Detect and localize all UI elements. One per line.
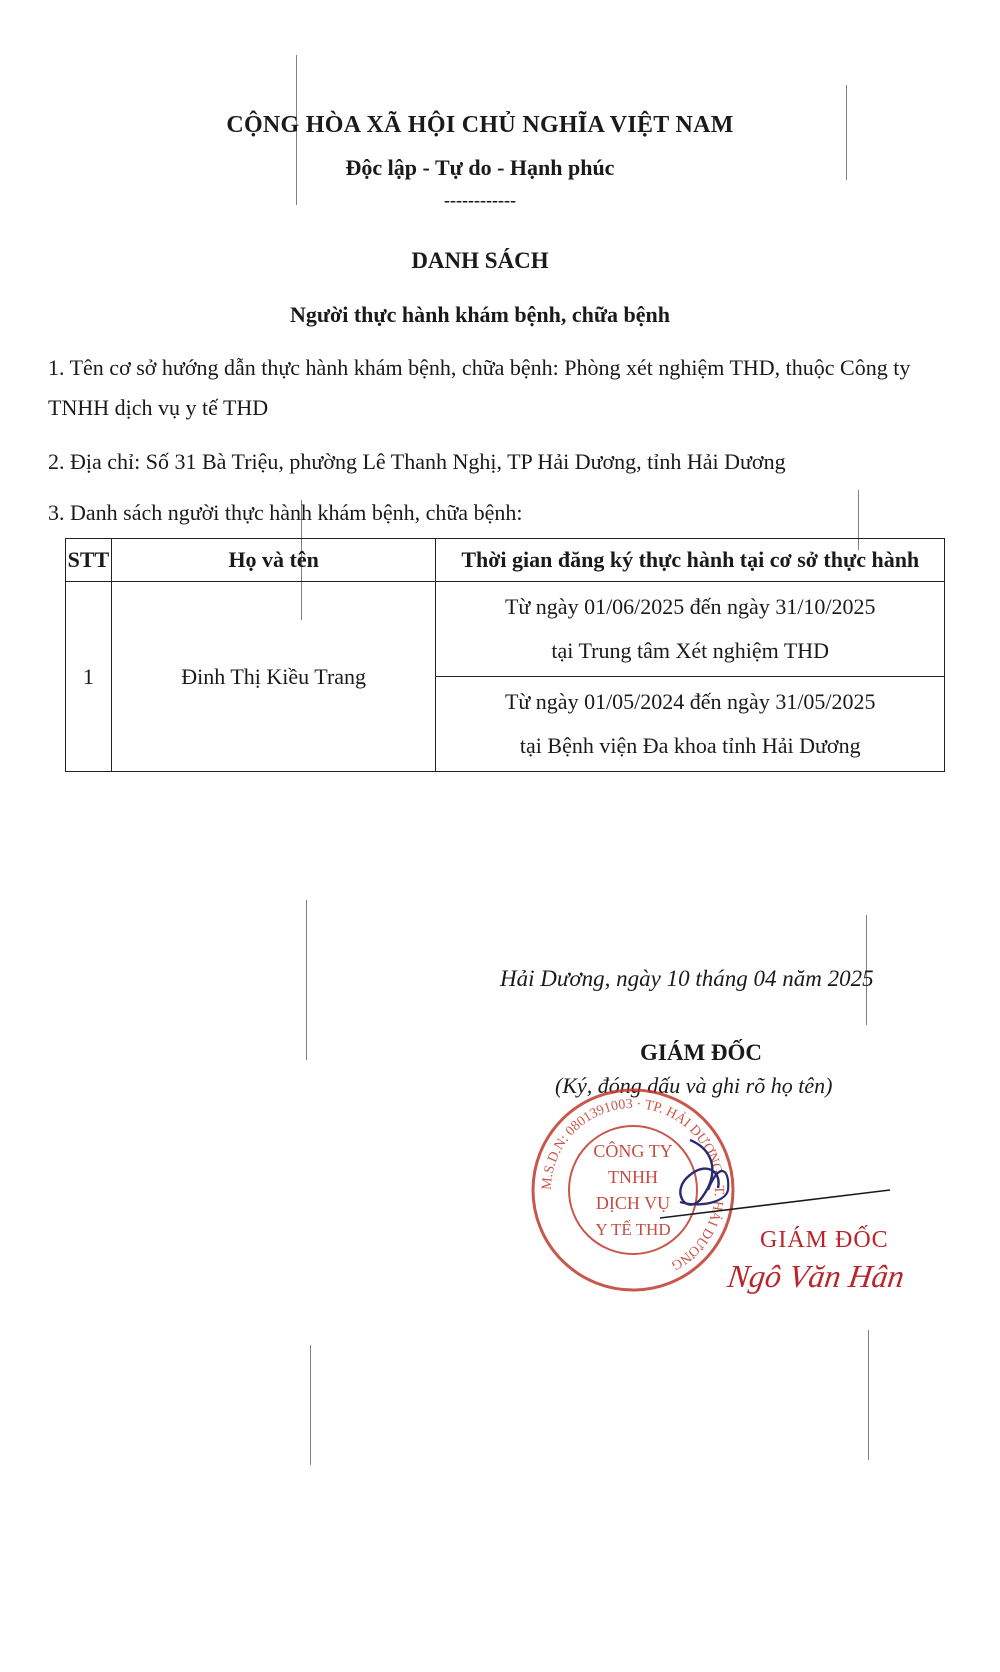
header-stt: STT [66,539,112,582]
handwritten-signature [660,1130,960,1220]
cell-period [436,582,945,677]
stamp-line-2: TNHH [608,1167,658,1187]
stamp-ring-text: M.S.D.N: 0801391003 · TP. HẢI DƯƠNG - T. HẢI DƯƠNG [539,1096,727,1273]
list-heading: 3. Danh sách người thực hành khám bệnh, chữa bệnh: [48,500,523,525]
table-header-row [66,539,945,582]
period-range: Từ ngày 01/06/2025 đến ngày 31/10/2025 [504,594,876,619]
period-place: tại Bệnh viện Đa khoa tỉnh Hải Dương [519,733,861,758]
scan-line [306,900,307,1060]
document-subtitle: Người thực hành khám bệnh, chữa bệnh [289,302,671,327]
cell-period [436,677,945,772]
facility-paragraph: 1. Tên cơ sở hướng dẫn thực hành khám bệnh, chữa bệnh: Phòng xét nghiệm THD, thuộc Công ty TNHH dịch vụ y tế THD [48,355,911,420]
cell-name: Đinh Thị Kiều Trang [111,582,436,772]
header-divider: ------------ [444,190,516,210]
header-time: Thời gian đăng ký thực hành tại cơ sở thực hành [436,539,945,582]
address-paragraph: 2. Địa chỉ: Số 31 Bà Triệu, phường Lê Thanh Nghị, TP Hải Dương, tỉnh Hải Dương [48,449,786,474]
date-line: Hải Dương, ngày 10 tháng 04 năm 2025 [500,966,874,991]
document-title: DANH SÁCH [411,248,549,273]
period-range: Từ ngày 01/05/2024 đến ngày 31/05/2025 [504,689,876,714]
stamp-line-1: CÔNG TY [593,1141,673,1161]
stamp-line-3: DỊCH VỤ [595,1193,671,1213]
cell-stt: 1 [66,582,112,772]
national-title: CỘNG HÒA XÃ HỘI CHỦ NGHĨA VIỆT NAM [226,112,734,138]
period-place: tại Trung tâm Xét nghiệm THD [551,638,830,663]
scan-line [310,1345,311,1465]
table-row [66,582,945,677]
signature-stroke [680,1140,718,1205]
header-name: Họ và tên [111,539,436,582]
signature-title: GIÁM ĐỐC [640,1040,763,1065]
stamp-line-4: Y TẾ THD [595,1220,671,1239]
signer-name: Ngô Văn Hân [725,1258,907,1294]
signer-title: GIÁM ĐỐC [760,1227,889,1253]
signature-note: (Ký, đóng dấu và ghi rõ họ tên) [555,1073,833,1098]
scan-line [868,1330,869,1460]
national-motto: Độc lập - Tự do - Hạnh phúc [345,155,615,180]
practitioner-table [65,538,945,772]
